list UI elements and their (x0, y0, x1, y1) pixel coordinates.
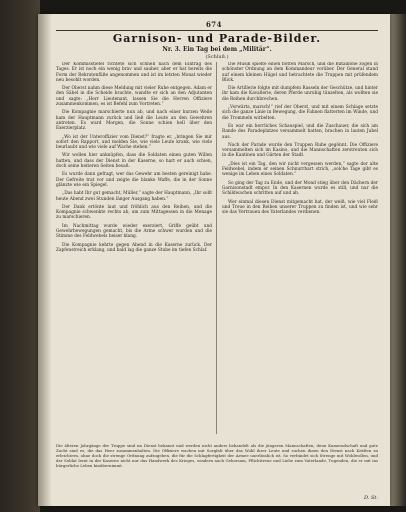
paragraph: Im Nachmittag wurde wieder exerziert, Griffe geübt und Gewehrbewegungen gemacht, bis die Arme schwer wurden und die Stimme des Feldwebels heiser klang. (56, 223, 212, 240)
paragraph: „Vorwärts, marsch!“ rief der Oberst, und mit einem Schlage setzte sich die ganze Linie in Bewegung, die Fahnen flatterten im Winde, und die Trommeln wirbelten. (222, 105, 378, 121)
paragraph: Die Kompagnie marschierte nun ab, und nach einer kurzen Weile kam der Hauptmann zurück und ließ die Leute an den Gewehren antreten. Es ward Morgen, die Sonne schien hell über den Exerzierplatz. (56, 110, 212, 132)
paragraph: So ging der Tag zu Ende, und der Mond stieg über den Dächern der Garnisonstadt empor. In den Kasernen wurde es still, und nur die Schildwachen schritten auf und ab. (222, 180, 378, 197)
page-gutter-shadow (38, 14, 52, 506)
paragraph: Der Dank ertönte laut und fröhlich aus den Reihen, und die Kompagnie schwenkte rechts ab, um zum Mittagessen in die Menage zu marschieren. (56, 204, 212, 221)
column-divider (216, 62, 217, 434)
paragraph: Nach der Parade wurde den Truppen Ruhe gegönnt. Die Offiziere versammelten sich im Kasino, und die Mannschaften zerstreuten sich in die Kantinen und Gärten der Stadt. (222, 142, 378, 159)
footnote-text: Die älteren Jahrgänge der Truppe sind im Dienst bekannt und werden nicht anders behandelt als die jüngeren Mannschaften; denn Kameradschaft und gute Zucht sind es, die das Heer zusammenhalten. Die Offiziere wachen mit Sorgfalt über das Wohl ihrer Leute und suchen ihnen den Dienst nach Kräften zu erleichtern, ohne doch die strenge Ordnung aufzugeben, die für die Schlagfertigkeit der Armee unerlässlich ist. So verbindet sich Strenge mit Wohlwollen, und der Soldat lernt in der Kaserne nicht nur das Handwerk des Krieges, sondern auch Gehorsam, Pflichttreue und Liebe zum Vaterlande, Tugenden, die er mit ins bürgerliche Leben hinübernimmt. (56, 444, 378, 468)
author-signature: D. St. (363, 495, 378, 501)
book-binding-left (0, 0, 40, 512)
paragraph: „Dies ist ein Tag, den wir nicht vergessen werden,“ sagte der alte Feldwebel, indem er seinen Schnurrbart strich, „solche Tage gibt es wenige im Leben eines Soldaten.“ (222, 161, 378, 178)
page-title: Garnison- und Parade-Bilder. (112, 32, 322, 45)
paragraph: Die Artillerie folgte mit dumpfem Rasseln der Geschütze, und hinter ihr kam die Kavallerie, deren Pferde unruhig tänzelten, als wollten sie die Reihen durchbrechen. (222, 86, 378, 102)
paragraph: Wir wollen hier anknüpfen, dass die Soldaten einen guten Willen hatten, und dass der Dienst in der Kaserne, so hart er auch schien, doch seine heiteren Seiten besaß. (56, 153, 212, 170)
paragraph: Es wurde dann gefragt, wer das Gewehr am besten gereinigt habe. Der Gefreite trat vor und zeigte die blanke Waffe, die in der Sonne glänzte wie ein Spiegel. (56, 172, 212, 188)
book-page-edges (390, 14, 406, 506)
paragraph: Die Musik spielte einen flotten Marsch, und die Bataillone zogen in schönster Ordnung an dem Kommandeur vorüber. Der General stand auf einem kleinen Hügel und betrachtete die Truppen mit prüfendem Blick. (222, 62, 378, 83)
paragraph: Wer einmal diesen Dienst mitgemacht hat, der weiß, wie viel Fleiß und Treue in den Reihen unserer Truppen zu finden ist, und wie sehr sie das Vertrauen des Vaterlandes verdienen. (222, 199, 378, 216)
footnote (56, 444, 378, 502)
paragraph: „Das habt Ihr gut gemacht, Müller,“ sagte der Hauptmann, „Ihr sollt heute Abend zwei Stunden länger Ausgang haben.“ (56, 191, 212, 202)
paragraph: „Wo ist der Unteroffizier vom Dienst?“ fragte er, „bringen Sie mir sofort den Rapport, und melden Sie, wie viele Leute krank, wie viele beurlaubt und wie viele auf Wache stehen.“ (56, 134, 212, 151)
paragraph: Der Oberst nahm diese Meldung mit vieler Ruhe entgegen. Adam er den Säbel in die Scheide brachte, wandte er sich an den Adjutanten und sagte: „Herr Lieutenant, lassen Sie die Herren Offiziere zusammenkommen, es ist Befehl zum Vortreten.“ (56, 86, 212, 108)
page-number: 674 (205, 20, 223, 29)
paragraph: Der Kommisstiefel richtete sich schnell nach dem Eintrag des Tages. Er ist noch ein wenig brav und sauber, aber er hat bereits die Form der Rekrutenfüße angenommen und ist im letzten Monat wieder neu besohlt worden. (56, 62, 212, 83)
paragraph: Es war ein herrliches Schauspiel, und die Zuschauer, die sich am Rande des Paradeplatzes versammelt hatten, brachen in lauten Jubel aus. (222, 123, 378, 140)
paragraph: Die Kompagnie kehrte gegen Abend in die Kaserne zurück. Der Zapfenstreich erklang, und bald lag die ganze Stube im tiefen Schlaf. (56, 242, 212, 253)
document-page (38, 14, 390, 506)
article-subtitle-note: (Schluß.) (205, 54, 229, 60)
article-subtitle: Nr. 3. Ein Tag bei dem „Militär“. (162, 46, 272, 53)
right-text-column (222, 62, 378, 442)
header-rule (56, 30, 378, 31)
left-text-column (56, 62, 212, 442)
